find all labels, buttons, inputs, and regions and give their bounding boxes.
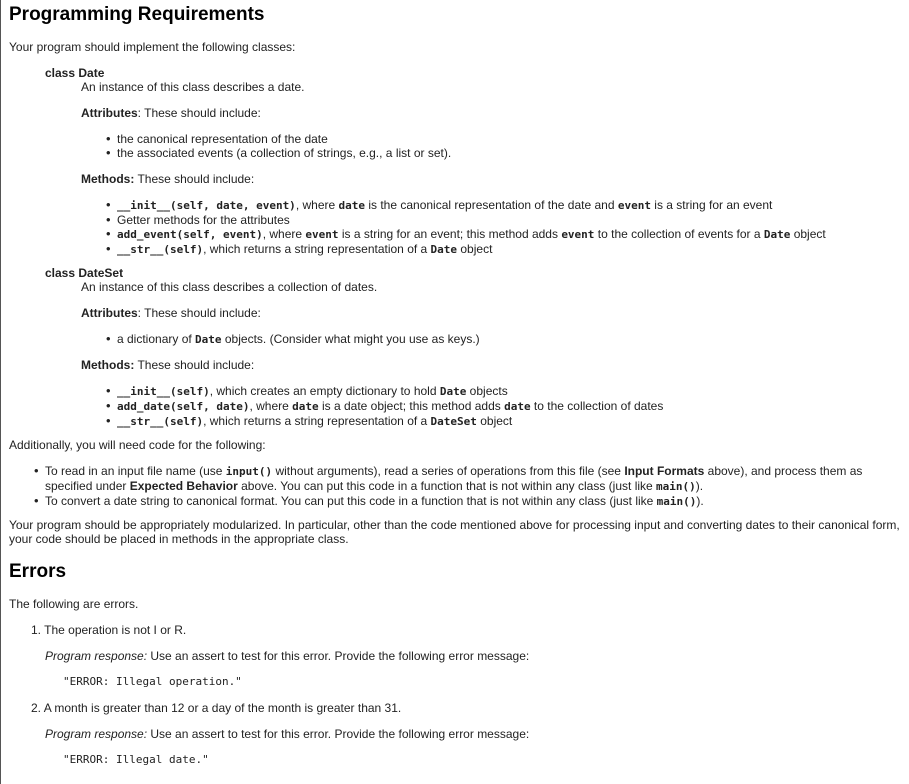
- response-label: Program response:: [45, 727, 148, 741]
- list-item: • the canonical representation of the date: [117, 132, 451, 146]
- class-dateset-heading: [45, 266, 123, 280]
- method-code: event: [305, 228, 339, 241]
- item-text: above. You can put this code in a function that is not within any class (just like: [237, 479, 657, 493]
- attr-code: Date: [195, 333, 222, 346]
- item-bold: Input Formats: [624, 464, 705, 478]
- methods-label: Methods:: [81, 358, 135, 372]
- response-text: Use an assert to test for this error. Provide the following error message:: [147, 649, 530, 663]
- modularization-text: [9, 518, 904, 546]
- item-code: main(): [656, 495, 697, 508]
- item-text: To read in an input file name (use: [45, 464, 226, 478]
- class-date-heading: [45, 66, 104, 80]
- list-item: [117, 414, 897, 429]
- class-name: DateSet: [78, 266, 124, 280]
- method-text: is the canonical representation of the date and: [365, 198, 618, 212]
- method-code: __str__(self): [117, 415, 204, 428]
- item-text: above), and process them as: [704, 464, 863, 478]
- method-text: , which returns a string representation of a: [203, 414, 431, 428]
- additionally-text: Additionally, you will need code for the following:: [9, 438, 266, 452]
- item-text: To convert a date string to canonical format. You can put this code in a function that is not within any class (just like: [45, 494, 657, 508]
- class-name: Date: [78, 66, 105, 80]
- method-text: , which returns a string representation of a: [203, 242, 431, 256]
- error-number: 1.: [31, 623, 42, 637]
- method-text: , where: [295, 198, 339, 212]
- attributes-suffix: : These should include:: [137, 306, 261, 320]
- methods-label: Methods:: [81, 172, 135, 186]
- method-text: is a date object; this method adds: [318, 399, 505, 413]
- method-code: Date: [439, 385, 467, 398]
- list-item: [117, 332, 480, 347]
- heading-errors: Errors: [9, 561, 67, 582]
- item-code: input(): [225, 465, 273, 478]
- class-dateset-description: An instance of this class describes a collection of dates.: [81, 280, 378, 294]
- dateset-attributes-heading: [81, 306, 261, 320]
- method-code: add_date(self, date): [117, 400, 250, 413]
- method-text: is a string for an event; this method adds: [338, 227, 562, 241]
- error-number: 2.: [31, 701, 42, 715]
- dateset-methods-list: [117, 384, 897, 429]
- response-text: Use an assert to test for this error. Provide the following error message:: [147, 727, 530, 741]
- error-item: [31, 701, 401, 715]
- class-date-description: An instance of this class describes a date.: [81, 80, 305, 94]
- dateset-methods-heading: [81, 358, 254, 372]
- method-text: is a string for an event: [650, 198, 773, 212]
- date-methods-heading: [81, 172, 254, 186]
- item-text: ).: [696, 494, 704, 508]
- attributes-label: Attributes: [81, 306, 138, 320]
- list-item: • the associated events (a collection of strings, e.g., a list or set).: [117, 146, 451, 160]
- date-attributes-heading: [81, 106, 261, 120]
- dateset-attributes-list: [117, 332, 480, 347]
- method-text: , where: [249, 399, 293, 413]
- left-border: [0, 0, 1, 784]
- method-code: __str__(self): [117, 243, 204, 256]
- attr-text: objects. (Consider what might you use as keys.): [221, 332, 480, 346]
- response-label: Program response:: [45, 649, 148, 663]
- error-message: "ERROR: Illegal date.": [63, 753, 209, 766]
- date-attributes-list: [117, 132, 451, 160]
- method-code: DateSet: [430, 415, 477, 428]
- attr-text: a dictionary of: [117, 332, 196, 346]
- list-item: [117, 399, 897, 414]
- method-code: __init__(self, date, event): [117, 199, 296, 212]
- error-item: [31, 623, 186, 637]
- list-item: [45, 494, 900, 509]
- method-text: , which creates an empty dictionary to hold: [209, 384, 440, 398]
- errors-intro: The following are errors.: [9, 597, 139, 611]
- item-text: ).: [695, 479, 704, 493]
- list-item: [117, 384, 897, 399]
- attributes-label: Attributes: [81, 106, 138, 120]
- list-item: [45, 464, 900, 494]
- method-text: , where: [262, 227, 306, 241]
- method-code: date: [504, 400, 531, 413]
- method-code: Date: [430, 243, 458, 256]
- method-code: date: [338, 199, 365, 212]
- error-text: The operation is not I or R.: [44, 623, 187, 637]
- method-text: object: [790, 227, 826, 241]
- method-text: to the collection of events for a: [594, 227, 764, 241]
- error-response: [45, 727, 529, 741]
- modular-line-2: your code should be placed in methods in the appropriate class.: [9, 532, 349, 546]
- heading-programming-requirements: Programming Requirements: [9, 4, 265, 25]
- methods-suffix: These should include:: [134, 172, 255, 186]
- method-code: event: [617, 199, 651, 212]
- item-text: without arguments), read a series of operations from this file (see: [272, 464, 625, 478]
- item-code: main(): [656, 480, 696, 493]
- error-text: A month is greater than 12 or a day of the month is greater than 31.: [43, 701, 402, 715]
- list-item: [117, 227, 897, 242]
- intro-text: Your program should implement the following classes:: [9, 40, 296, 54]
- additional-requirements-list: [45, 464, 900, 509]
- method-code: event: [561, 228, 595, 241]
- list-item: [117, 242, 897, 257]
- method-text: to the collection of dates: [530, 399, 664, 413]
- methods-suffix: These should include:: [134, 358, 255, 372]
- method-text: objects: [466, 384, 508, 398]
- date-methods-list: [117, 198, 897, 257]
- item-text: specified under: [45, 479, 130, 493]
- method-code: __init__(self): [117, 385, 210, 398]
- class-keyword: class: [45, 66, 76, 80]
- method-code: add_event(self, event): [117, 228, 263, 241]
- method-code: Date: [763, 228, 791, 241]
- modular-line-1: Your program should be appropriately modularized. In particular, other than the code mentioned above for processing input and converting dates to their canonical form,: [9, 518, 900, 532]
- item-bold: Expected Behavior: [129, 479, 238, 493]
- error-response: [45, 649, 529, 663]
- method-text: object: [476, 414, 513, 428]
- error-message: "ERROR: Illegal operation.": [63, 675, 242, 688]
- class-keyword: class: [45, 266, 76, 280]
- list-item: • Getter methods for the attributes: [117, 213, 897, 227]
- method-text: object: [457, 242, 493, 256]
- list-item: [117, 198, 897, 213]
- attributes-suffix: : These should include:: [137, 106, 261, 120]
- method-code: date: [292, 400, 319, 413]
